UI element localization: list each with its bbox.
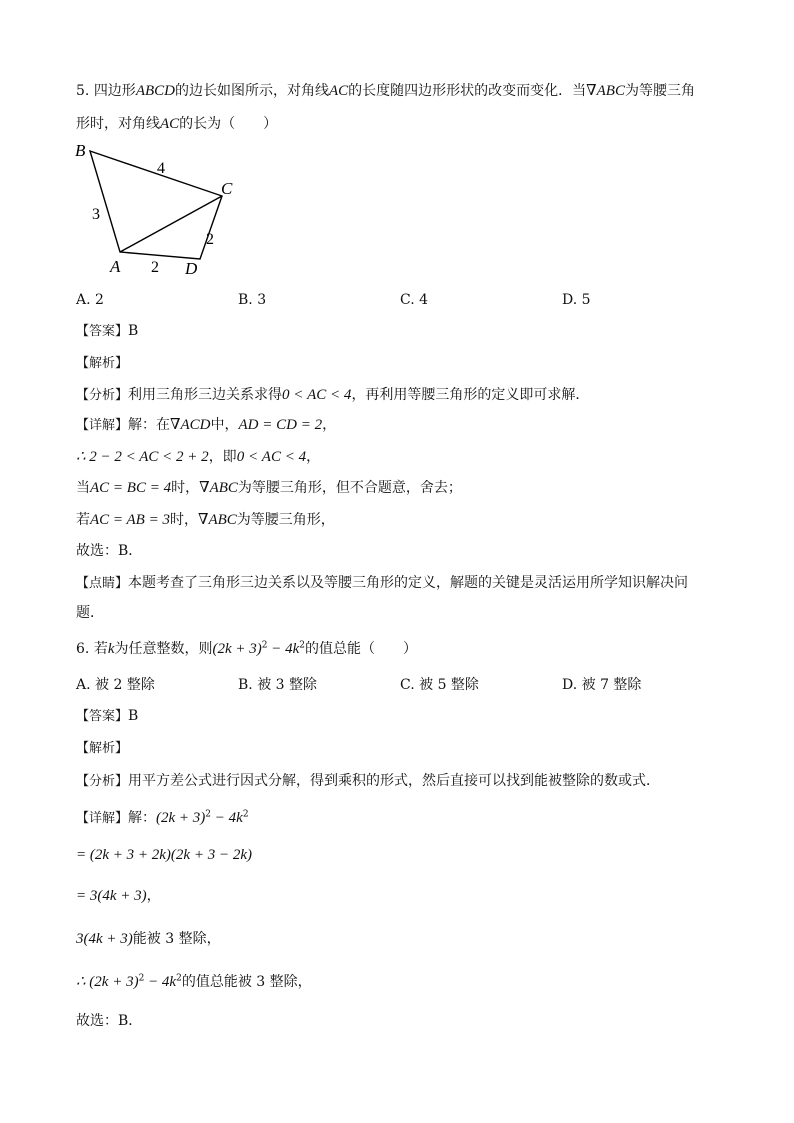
q6-step-divisible: [76, 930, 221, 948]
text: 的值总能被 3 整除，: [181, 974, 312, 990]
text: ，: [306, 449, 321, 465]
q5-answer: [76, 322, 138, 341]
q6-number: 6.: [76, 641, 94, 657]
text: ，再利用等腰三角形的定义即可求解．: [351, 387, 590, 403]
label-length-bc: 4: [157, 160, 165, 177]
text: 解：: [128, 810, 157, 826]
q6-choose: 故选：B．: [76, 1013, 143, 1029]
q5-choose: 故选：B．: [76, 543, 143, 559]
text: 【详解】: [76, 418, 129, 433]
q6-step-simplify: [76, 887, 161, 905]
q5-analysis-label: [76, 354, 128, 373]
math: ABCD: [135, 83, 175, 99]
math: − 4k: [267, 641, 300, 657]
math: AD = CD = 2: [238, 417, 323, 433]
math: 0 < AC < 4: [282, 387, 352, 403]
q6-option-c[interactable]: C. 被 5 整除: [400, 677, 479, 693]
q5-option-d[interactable]: D. 5: [562, 292, 591, 308]
math: = 3(4k + 3): [76, 888, 147, 904]
answer-label: 【答案】: [76, 324, 129, 339]
q6-step-factor: [76, 846, 252, 864]
math: − 4k: [144, 974, 177, 990]
math: ∇ABC: [197, 512, 237, 528]
math: (2k + 3): [156, 810, 206, 826]
text: 的值总能（ ）: [305, 641, 418, 657]
q5-detail-line1: [76, 416, 336, 435]
math: 0 < AC < 4: [236, 449, 307, 465]
text: ，: [322, 417, 337, 433]
text: 解：在: [128, 417, 171, 433]
q5-stem-line2: [76, 115, 277, 133]
text: 为等腰三角形，但不合题意，舍去；: [237, 480, 462, 496]
q5-option-b[interactable]: B. 3: [238, 292, 267, 308]
math: ∴ 2 − 2 < AC < 2 + 2: [76, 449, 209, 465]
math: ∴ (2k + 3): [76, 974, 139, 990]
quadrilateral-outline: [90, 151, 222, 259]
text: 本题考查了三角形三边关系以及等腰三角形的定义，解题的关键是灵活运用所学知识解决问: [128, 575, 689, 591]
text: 为等腰三角: [624, 83, 695, 99]
text: 【分析】: [76, 388, 129, 403]
quadrilateral-figure: [70, 136, 250, 284]
answer-value: B: [128, 708, 139, 724]
math: ∇ACD: [170, 417, 211, 433]
math: − 4k: [211, 810, 243, 826]
text: 【解析】: [76, 356, 129, 371]
text: 时，: [169, 512, 198, 528]
q6-fenxi: [76, 772, 660, 791]
superscript: 2: [242, 809, 249, 820]
q6-step-conclusion: [76, 973, 312, 991]
q5-detail-line2: [76, 448, 320, 466]
q6-answer: [76, 707, 138, 726]
q5-option-c[interactable]: C. 4: [400, 292, 429, 308]
q6-option-b[interactable]: B. 被 3 整除: [238, 677, 317, 693]
text: 四边形: [93, 83, 136, 99]
q5-detail-line3: [76, 479, 462, 497]
math: (2k + 3): [212, 641, 262, 657]
text: 【解析】: [76, 741, 129, 756]
q5-comment-line2: 题．: [76, 605, 104, 621]
superscript: 2: [138, 973, 145, 984]
math: AC = AB = 3: [90, 512, 170, 528]
q6-option-a[interactable]: A. 被 2 整除: [76, 677, 155, 693]
q6-analysis-label: [76, 739, 128, 758]
text: 形时，对角线: [76, 116, 160, 132]
label-length-cd: 2: [206, 231, 214, 248]
label-length-ad: 2: [151, 259, 159, 276]
text: 中，: [210, 417, 239, 433]
text: 【详解】: [76, 811, 129, 826]
q5-fenxi: [76, 386, 589, 405]
text: 为等腰三角形，: [236, 512, 335, 528]
answer-value: B: [128, 323, 139, 339]
text: 若: [93, 641, 108, 657]
text: 【分析】: [76, 774, 129, 789]
text: 若: [76, 512, 90, 528]
math: 3(4k + 3): [76, 931, 133, 947]
math: = (2k + 3 + 2k)(2k + 3 − 2k): [76, 847, 252, 863]
text: ，: [146, 888, 161, 904]
answer-label: 【答案】: [76, 709, 129, 724]
text: 当: [76, 480, 90, 496]
q6-option-d[interactable]: D. 被 7 整除: [562, 677, 642, 693]
label-vertex-c: C: [221, 179, 233, 198]
q5-number: 5.: [76, 83, 94, 99]
q5-detail-line4: [76, 511, 335, 529]
superscript: 2: [261, 640, 268, 651]
superscript: 2: [205, 809, 212, 820]
text: 的边长如图所示，对角线: [174, 83, 329, 99]
q6-detail-line1: [76, 809, 249, 828]
superscript: 2: [176, 973, 182, 984]
superscript: 2: [299, 640, 306, 651]
text: 为任意整数，则: [114, 641, 213, 657]
text: 利用三角形三边关系求得: [128, 387, 283, 403]
label-length-ab: 3: [92, 206, 100, 223]
q6-stem: [76, 640, 417, 658]
text: 用平方差公式进行因式分解，得到乘积的形式，然后直接可以找到能被整除的数或式．: [128, 773, 661, 789]
math: ∇ABC: [586, 83, 625, 99]
text: 的长为（ ）: [179, 116, 278, 132]
q5-stem-line1: [76, 82, 695, 100]
math: AC: [160, 116, 180, 132]
q5-comment-line1: [76, 574, 688, 593]
text: 能被 3 整除，: [132, 931, 221, 947]
math: AC: [328, 83, 349, 99]
label-vertex-b: B: [75, 141, 86, 160]
q5-option-a[interactable]: A. 2: [76, 292, 104, 308]
label-vertex-d: D: [185, 259, 198, 278]
label-vertex-a: A: [110, 257, 121, 276]
text: 时，: [171, 480, 200, 496]
math: AC = BC = 4: [90, 480, 172, 496]
text: 的长度随四边形形状的改变而变化．当: [348, 83, 587, 99]
math: ∇ABC: [199, 480, 238, 496]
math: k: [107, 641, 115, 657]
text: ，即: [208, 449, 237, 465]
text: 【点睛】: [76, 576, 129, 591]
